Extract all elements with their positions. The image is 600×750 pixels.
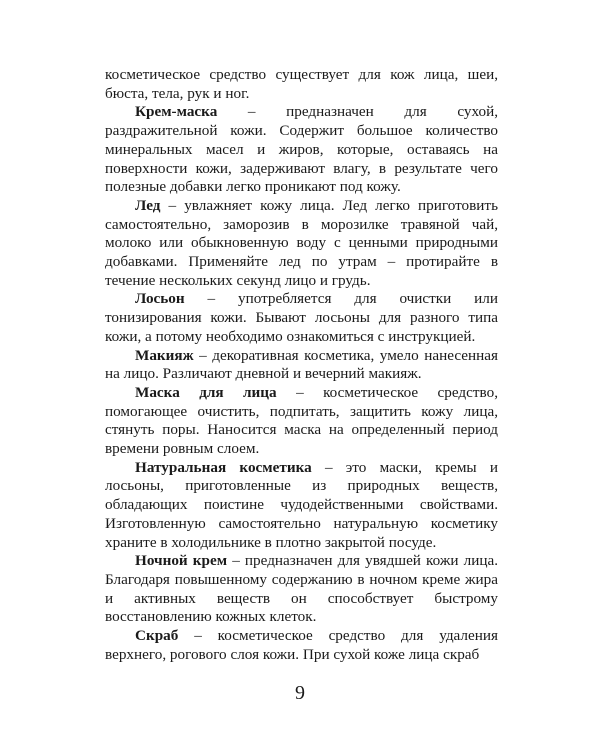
definition-text: – предназначен для сухой, раздражительной кожи. Содержит большое количество минеральных масел и жиров, которые, оставаясь на поверхности кожи, задерживают влагу, в результате чего полезные добавки легко проникают под кожу. [105, 103, 498, 196]
definition-text: – употребляется для очистки или тонизирования кожи. Бывают лосьоны для разного типа кожи, а потому необходимо ознакомиться с инструкцией. [105, 290, 498, 345]
term-heading: Крем-маска [135, 103, 218, 121]
entry-skrab [105, 627, 498, 664]
term-heading: Натуральная косметика [135, 458, 312, 476]
definition-text: – это маски, кремы и лосьоны, приготовленные из природных веществ, обладающих поистине чудодейственными свойствами. Изготовленную самостоятельно натуральную косметику храните в холодильнике в плотно закрытой посуде. [105, 458, 499, 551]
paragraph-text: косметическое средство существует для кож лица, шеи, бюста, тела, рук и ног. [105, 66, 498, 102]
entry-led [105, 197, 498, 291]
entry-nochnoy-krem [105, 552, 498, 627]
entry-naturalnaya-kosmetika [105, 459, 498, 553]
definition-text: – предназначен для увядшей кожи лица. Благодаря повышенному содержанию в ночном креме жира и активных веществ он способствует быстрому восстановлению кожных клеток. [105, 552, 498, 626]
entry-maska-dlya-litsa [105, 384, 498, 459]
definition-text: – декоративная косметика, умело нанесенная на лицо. Различают дневной и вечерний макияж. [105, 346, 498, 383]
paragraph-continuation [105, 66, 498, 103]
term-heading: Скраб [135, 627, 179, 645]
definition-text: – увлажняет кожу лица. Лед легко приготовить самостоятельно, заморозив в морозилке травяной чай, молоко или обыкновенную воду с ценными природными добавками. Применяйте лед по утрам – протирайте в течение нескольких секунд лицо и грудь. [105, 196, 498, 289]
term-heading: Лосьон [135, 290, 185, 308]
definition-text: – косметическое средство для удаления верхнего, рогового слоя кожи. При сухой коже лица скраб [105, 627, 498, 663]
entry-krem-maska [105, 103, 498, 197]
term-heading: Лед [135, 196, 161, 214]
entry-makiyazh [105, 347, 498, 384]
entry-loson [105, 290, 498, 346]
definition-text: – косметическое средство, помогающее очистить, подпитать, защитить кожу лица, стянуть поры. Наносится маска на определенный период времени ровным слоем. [105, 383, 498, 458]
term-heading: Маска для лица [135, 383, 277, 401]
term-heading: Ночной крем [135, 552, 228, 570]
page-number: 9 [295, 682, 305, 704]
term-heading: Макияж [135, 346, 194, 364]
page-body [105, 66, 498, 665]
